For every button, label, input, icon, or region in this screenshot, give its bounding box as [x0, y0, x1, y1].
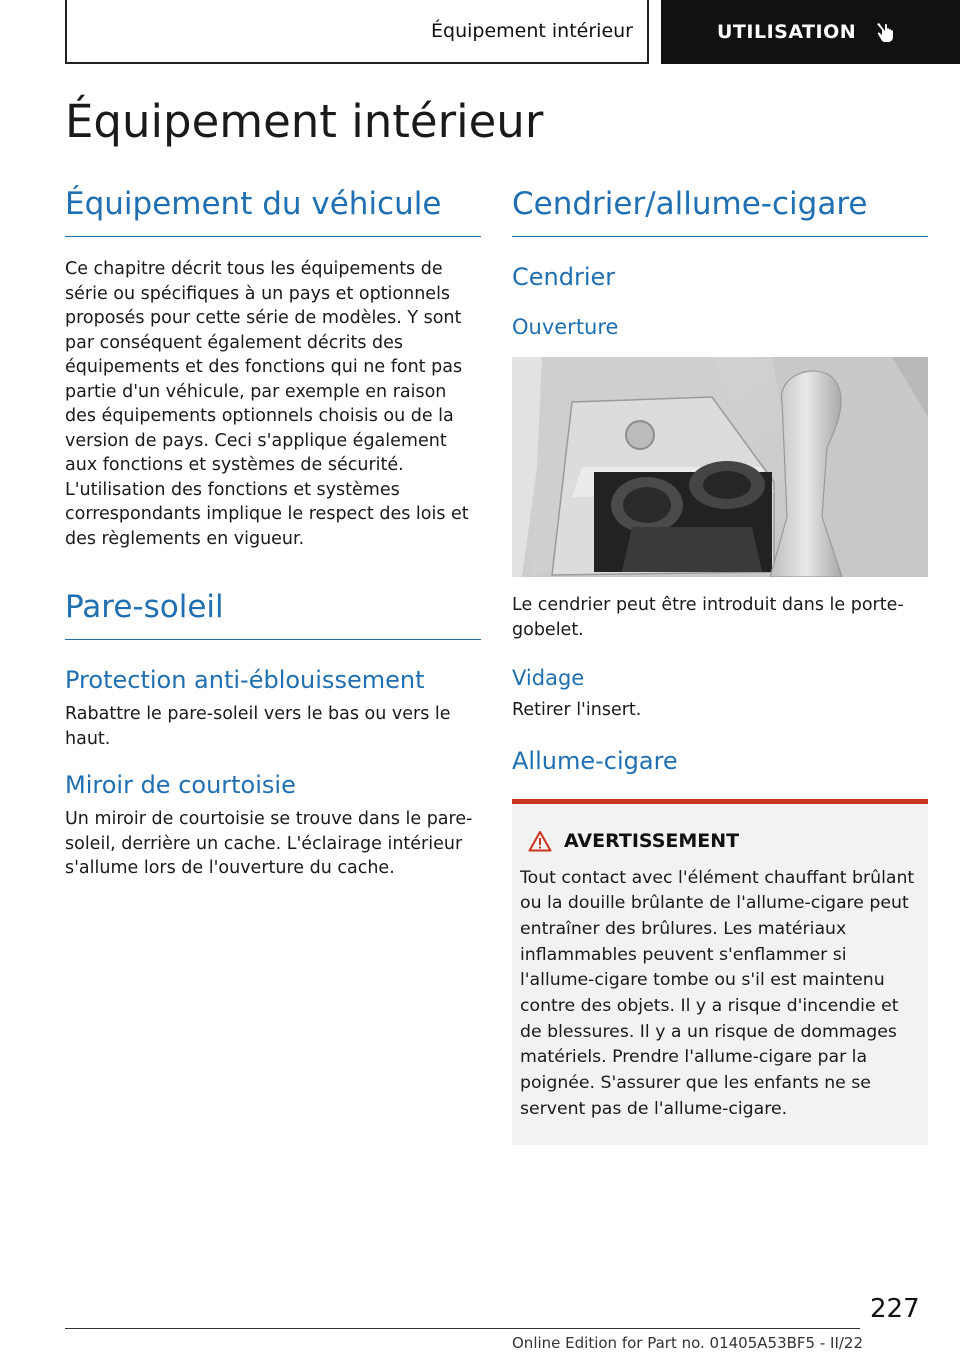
section-title-sun-visor: Pare-soleil	[65, 589, 481, 640]
ashtray-cupholder-photo	[512, 357, 928, 577]
warning-triangle-icon	[528, 830, 552, 852]
subsection-title-vanity-mirror: Miroir de courtoisie	[65, 771, 296, 799]
pointing-hand-icon	[874, 19, 900, 45]
subsection-title-glare-protection: Protection anti-éblouissement	[65, 666, 425, 694]
warning-header	[528, 830, 920, 852]
vehicle-equipment-body: Ce chapitre décrit tous les équipements de série ou spécifiques à un pays et optionnels proposés pour cette série de modèles. Y sont par conséquent également décrits des équipements et des fonctions qui ne font pas partie d'un véhicule, par exemple en raison des équipements optionnels choisis ou de la version de pays. Ceci s'applique également aux fonctions et systèmes de sécurité. L'utilisation des fonctions et systèmes correspondants implique le respect des lois et des règlements en vigueur.	[65, 259, 469, 549]
header-chapter-label: UTILISATION	[717, 21, 857, 43]
header-section-label: Équipement intérieur	[431, 20, 633, 42]
section-title-ashtray-lighter: Cendrier/allume-cigare	[512, 186, 928, 237]
vanity-mirror-body: Un miroir de courtoisie se trouve dans le pare-soleil, derrière un cache. L'éclairage intérieur s'allume lors de l'ouverture du cache.	[65, 809, 473, 878]
subsection-title-cigarette-lighter: Allume-cigare	[512, 746, 678, 775]
section-title-vehicle-equipment: Équipement du véhicule	[65, 186, 481, 237]
heading-emptying: Vidage	[512, 666, 585, 690]
footer-divider	[65, 1328, 860, 1329]
header-chapter-tab	[661, 0, 960, 64]
glare-protection-body: Rabattre le pare-soleil vers le bas ou vers le haut.	[65, 704, 451, 749]
subsection-title-ashtray: Cendrier	[512, 263, 616, 291]
warning-body: Tout contact avec l'élément chauffant brûlant ou la douille brûlante de l'allume-cigare peut entraîner des brûlures. Les matériaux inflammables peuvent s'enflammer si l'allume-cigare tombe ou s'il est maintenu contre des objets. Il y a risque d'incendie et de blessures. Il y a un risque de dommages matériels. Prendre l'allume-cigare par la poignée. S'assurer que les enfants ne se servent pas de l'allume-cigare.	[520, 867, 915, 1119]
header-section-tab	[65, 0, 649, 64]
right-column	[512, 186, 928, 1145]
page-number: 227	[870, 1294, 920, 1324]
opening-body: Le cendrier peut être introduit dans le porte-gobelet.	[512, 595, 904, 640]
emptying-body: Retirer l'insert.	[512, 700, 642, 720]
footer-edition: Online Edition for Part no. 01405A53BF5 - II/22	[512, 1334, 864, 1352]
warning-label: AVERTISSEMENT	[564, 829, 740, 852]
warning-box	[512, 799, 928, 1145]
left-column	[65, 186, 481, 881]
page-title: Équipement intérieur	[65, 95, 544, 148]
heading-opening: Ouverture	[512, 315, 619, 339]
